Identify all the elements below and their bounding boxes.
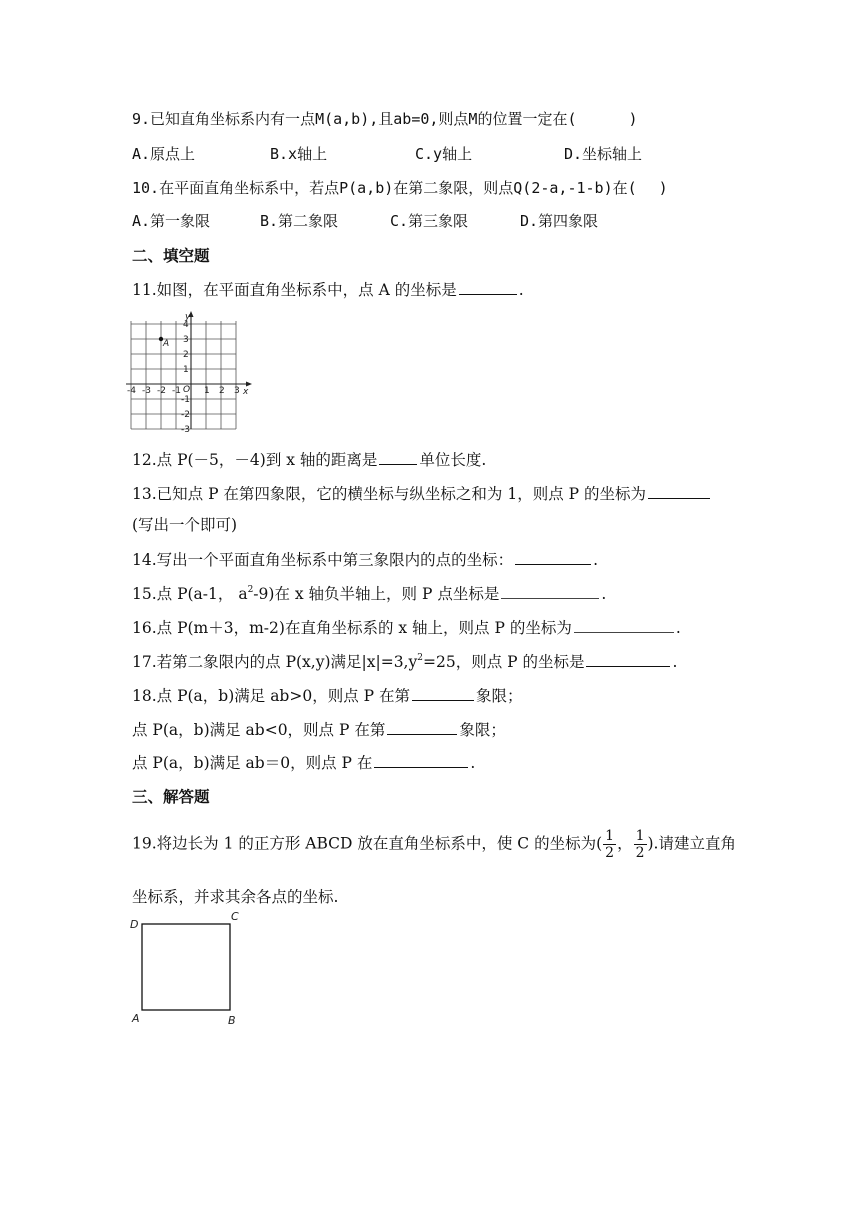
- question-10: [132, 177, 668, 199]
- question-11-end: .: [518, 281, 524, 299]
- question-16-text: 16.点 P(m＋3，m-2)在直角坐标系的 x 轴上，则点 P 的坐标为: [132, 619, 572, 637]
- x-tick: -1: [172, 386, 181, 396]
- option-c: C.第三象限: [390, 212, 469, 230]
- question-15-end: .: [601, 585, 607, 603]
- answer-blank[interactable]: [374, 751, 468, 768]
- x-axis-label: x: [243, 387, 249, 397]
- answer-blank[interactable]: [574, 616, 674, 633]
- x-tick: -2: [157, 386, 166, 396]
- answer-blank[interactable]: [515, 548, 591, 565]
- question-14-text: 14.写出一个平面直角坐标系中第三象限内的点的坐标：: [132, 551, 514, 569]
- option-d: D.坐标轴上: [564, 145, 643, 163]
- question-19-comma: ，: [617, 834, 633, 853]
- question-17: [132, 650, 677, 673]
- question-19: [132, 828, 736, 861]
- y-tick: -2: [181, 410, 190, 420]
- option-a: A.第一象限: [132, 212, 211, 230]
- question-12-text: 12.点 P(－5，－4)到 x 轴的距离是: [132, 451, 378, 469]
- x-tick: -4: [127, 386, 136, 396]
- square-abcd-figure: [128, 908, 248, 1030]
- question-18-l2: 点 P(a，b)满足 ab<0，则点 P 在第: [132, 721, 386, 739]
- answer-blank[interactable]: [648, 482, 710, 499]
- question-10-close: ): [658, 179, 668, 197]
- question-18-line3: [132, 751, 475, 774]
- vertex-b-label: B: [228, 1014, 236, 1027]
- question-18-l3: 点 P(a，b)满足 ab＝0，则点 P 在: [132, 754, 373, 772]
- y-tick: -1: [181, 395, 190, 405]
- option-c: C.y轴上: [415, 145, 473, 163]
- answer-blank[interactable]: [586, 650, 670, 667]
- question-15-pre: 15.点 P(a-1， a: [132, 585, 248, 603]
- question-18-l1end: 象限；: [476, 687, 523, 705]
- question-19-pre: 19.将边长为 1 的正方形 ABCD 放在直角坐标系中，使 C 的坐标为(: [132, 834, 603, 853]
- question-18-l3end: .: [470, 754, 476, 772]
- question-16-end: .: [675, 619, 681, 637]
- x-tick: -3: [142, 386, 151, 396]
- section-solve-heading: 三、解答题: [132, 788, 210, 806]
- point-a-label: A: [163, 339, 170, 349]
- answer-blank[interactable]: [501, 582, 599, 599]
- question-18-l1: 18.点 P(a，b)满足 ab>0，则点 P 在第: [132, 687, 410, 705]
- y-tick: -3: [181, 425, 190, 434]
- coordinate-grid-figure: [126, 310, 256, 434]
- x-tick: 2: [219, 386, 225, 396]
- y-tick: 4: [183, 320, 189, 330]
- question-11: [132, 278, 524, 301]
- question-14-end: .: [593, 551, 599, 569]
- question-9: [132, 108, 638, 130]
- question-9-stem: 9.已知直角坐标系内有一点M(a,b),且ab=0,则点M的位置一定在(: [132, 110, 577, 128]
- option-a: A.原点上: [132, 145, 196, 163]
- answer-blank[interactable]: [379, 448, 417, 465]
- vertex-a-label: A: [132, 1012, 140, 1025]
- answer-blank[interactable]: [459, 278, 517, 295]
- question-19-post: ).请建立直角: [647, 834, 736, 853]
- y-tick: 3: [183, 335, 189, 345]
- vertex-d-label: D: [130, 918, 139, 931]
- question-15: [132, 582, 606, 605]
- question-16: [132, 616, 681, 639]
- x-tick: 3: [234, 386, 240, 396]
- option-d: D.第四象限: [520, 212, 599, 230]
- question-12: [132, 448, 486, 471]
- question-9-close: ): [628, 110, 638, 128]
- question-13: [132, 482, 712, 505]
- question-10-stem: 10.在平面直角坐标系中，若点P(a,b)在第二象限，则点Q(2-a,-1-b)在(: [132, 179, 637, 197]
- vertex-c-label: C: [231, 910, 239, 923]
- section-fill-in-heading: 二、填空题: [132, 247, 210, 265]
- question-17-sup: 2: [417, 653, 423, 663]
- question-17-post: =25，则点 P 的坐标是: [422, 653, 585, 671]
- question-18-line1: [132, 684, 523, 707]
- question-15-post: -9)在 x 轴负半轴上，则 P 点坐标是: [253, 585, 500, 603]
- question-17-pre: 17.若第二象限内的点 P(x,y)满足|x|=3,y: [132, 653, 418, 671]
- question-18-line2: [132, 718, 506, 741]
- square-abcd: [142, 924, 230, 1010]
- question-12-end: 单位长度.: [419, 451, 487, 469]
- option-b: B.第二象限: [260, 212, 339, 230]
- question-11-text: 11.如图，在平面直角坐标系中，点 A 的坐标是: [132, 281, 457, 299]
- question-13-line2: (写出一个即可): [132, 516, 238, 534]
- y-axis-label: y: [185, 312, 191, 322]
- question-19-line2: 坐标系，并求其余各点的坐标.: [132, 888, 339, 906]
- fraction-half: $\frac{1}{2}$: [605, 828, 615, 861]
- question-18-l2end: 象限；: [459, 721, 506, 739]
- point-a-marker: [159, 337, 163, 341]
- option-b: B.x轴上: [270, 145, 328, 163]
- x-tick: 1: [204, 386, 210, 396]
- question-17-end: .: [672, 653, 678, 671]
- fraction-half: $\frac{1}{2}$: [635, 828, 645, 861]
- question-14: [132, 548, 598, 571]
- question-13-text: 13.已知点 P 在第四象限，它的横坐标与纵坐标之和为 1，则点 P 的坐标为: [132, 485, 647, 503]
- question-15-sup: 2: [247, 585, 254, 595]
- y-tick: 1: [183, 365, 189, 375]
- y-tick: 2: [183, 350, 189, 360]
- answer-blank[interactable]: [412, 684, 474, 701]
- answer-blank[interactable]: [387, 718, 457, 735]
- origin-label: O: [183, 385, 191, 395]
